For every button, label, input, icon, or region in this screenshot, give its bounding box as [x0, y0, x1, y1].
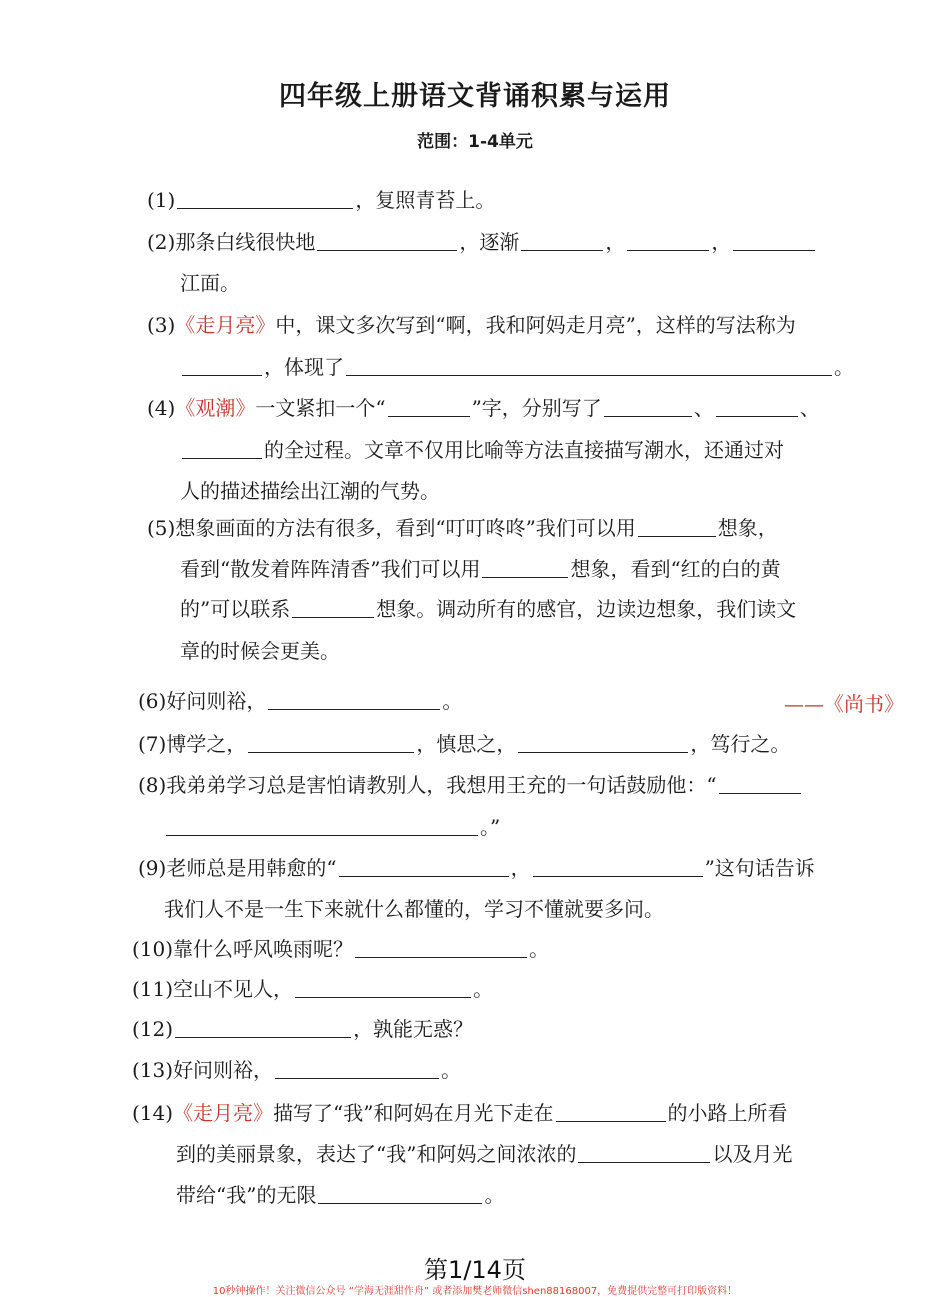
quote-source: ——《尚书》: [784, 692, 904, 716]
question-13: (13)好问则裕， 。: [132, 1058, 462, 1082]
question-4: (4)《观潮》一文紧扣一个“ ”字，分别写了 、 、: [147, 396, 820, 420]
answer-blank[interactable]: [275, 1058, 439, 1079]
question-4-cont2: 人的描述描绘出江潮的气势。: [180, 479, 440, 503]
answer-blank[interactable]: [578, 1142, 710, 1163]
question-10: (10)靠什么呼风唤雨呢？ 。: [132, 937, 550, 961]
answer-blank[interactable]: [533, 856, 703, 877]
book-title: 《走月亮》: [173, 1101, 274, 1125]
watermark-text: 10秒钟操作！关注微信公众号 “学海无涯甜作舟” 或者添加樊老师微信shen88168007，免费提供完整可打印版资料！: [212, 1286, 738, 1297]
answer-blank[interactable]: [482, 557, 568, 578]
question-5-cont2: 的”可以联系 想象。调动所有的感官，边读边想象，我们读文: [180, 597, 797, 621]
answer-blank[interactable]: [318, 1183, 482, 1204]
answer-blank[interactable]: [268, 689, 440, 710]
answer-blank[interactable]: [177, 188, 353, 209]
question-5: (5)想象画面的方法有很多，看到“叮叮咚咚”我们可以用 想象，: [147, 516, 778, 540]
answer-blank[interactable]: [604, 396, 692, 417]
question-8: (8)我弟弟学习总是害怕请教别人，我想用王充的一句话鼓励他：“: [138, 772, 803, 798]
book-title: 《观潮》: [175, 396, 256, 420]
answer-blank[interactable]: [166, 815, 478, 836]
answer-blank[interactable]: [346, 355, 832, 376]
page-title: 四年级上册语文背诵积累与运用: [279, 81, 671, 112]
book-title: 《走月亮》: [175, 313, 276, 337]
question-11: (11)空山不见人， 。: [132, 977, 494, 1001]
question-2: (2)那条白线很快地 ，逐渐 ， ，: [147, 229, 817, 255]
answer-blank[interactable]: [556, 1101, 666, 1122]
answer-blank[interactable]: [716, 396, 798, 417]
answer-blank[interactable]: [518, 732, 688, 753]
question-9-cont: 我们人不是一生下来就什么都懂的，学习不懂就要多问。: [164, 897, 664, 921]
question-5-cont3: 章的时候会更美。: [180, 639, 340, 663]
question-3-cont: ，体现了 。: [180, 354, 854, 380]
answer-blank[interactable]: [638, 516, 716, 537]
answer-blank[interactable]: [248, 732, 414, 753]
question-4-cont: 的全过程。文章不仅用比喻等方法直接描写潮水，还通过对: [180, 437, 784, 463]
question-9: (9)老师总是用韩愈的“ ， ”这句话告诉: [138, 856, 815, 880]
page-number: 第1/14页: [424, 1256, 526, 1284]
answer-blank[interactable]: [175, 1017, 351, 1038]
answer-blank[interactable]: [317, 230, 457, 251]
answer-blank[interactable]: [521, 230, 603, 251]
answer-blank[interactable]: [295, 977, 471, 998]
answer-blank[interactable]: [292, 597, 374, 618]
question-2-cont: 江面。: [180, 271, 240, 295]
question-6: (6)好问则裕， 。: [138, 689, 463, 713]
question-12: (12) ，孰能无惑？: [132, 1017, 474, 1041]
question-14-cont2: 带给“我”的无限 。: [176, 1183, 505, 1207]
question-7: (7)博学之， ，慎思之， ，笃行之。: [138, 732, 791, 756]
question-14: (14)《走月亮》描写了“我”和阿妈在月光下走在 的小路上所看: [132, 1101, 788, 1125]
answer-blank[interactable]: [627, 230, 709, 251]
question-8-cont: 。”: [164, 814, 500, 840]
question-1: (1) ，复照青苔上。: [147, 188, 496, 212]
answer-blank[interactable]: [182, 438, 262, 459]
question-3: (3)《走月亮》中，课文多次写到“啊，我和阿妈走月亮”，这样的写法称为: [147, 313, 796, 337]
answer-blank[interactable]: [182, 355, 262, 376]
page-subtitle: 范围：1-4单元: [417, 132, 533, 152]
answer-blank[interactable]: [339, 856, 509, 877]
answer-blank[interactable]: [388, 396, 470, 417]
answer-blank[interactable]: [355, 937, 527, 958]
answer-blank[interactable]: [719, 773, 801, 794]
question-14-cont: 到的美丽景象，表达了“我”和阿妈之间浓浓的 以及月光: [176, 1142, 793, 1166]
question-5-cont: 看到“散发着阵阵清香”我们可以用 想象，看到“红的白的黄: [180, 557, 781, 581]
answer-blank[interactable]: [733, 230, 815, 251]
